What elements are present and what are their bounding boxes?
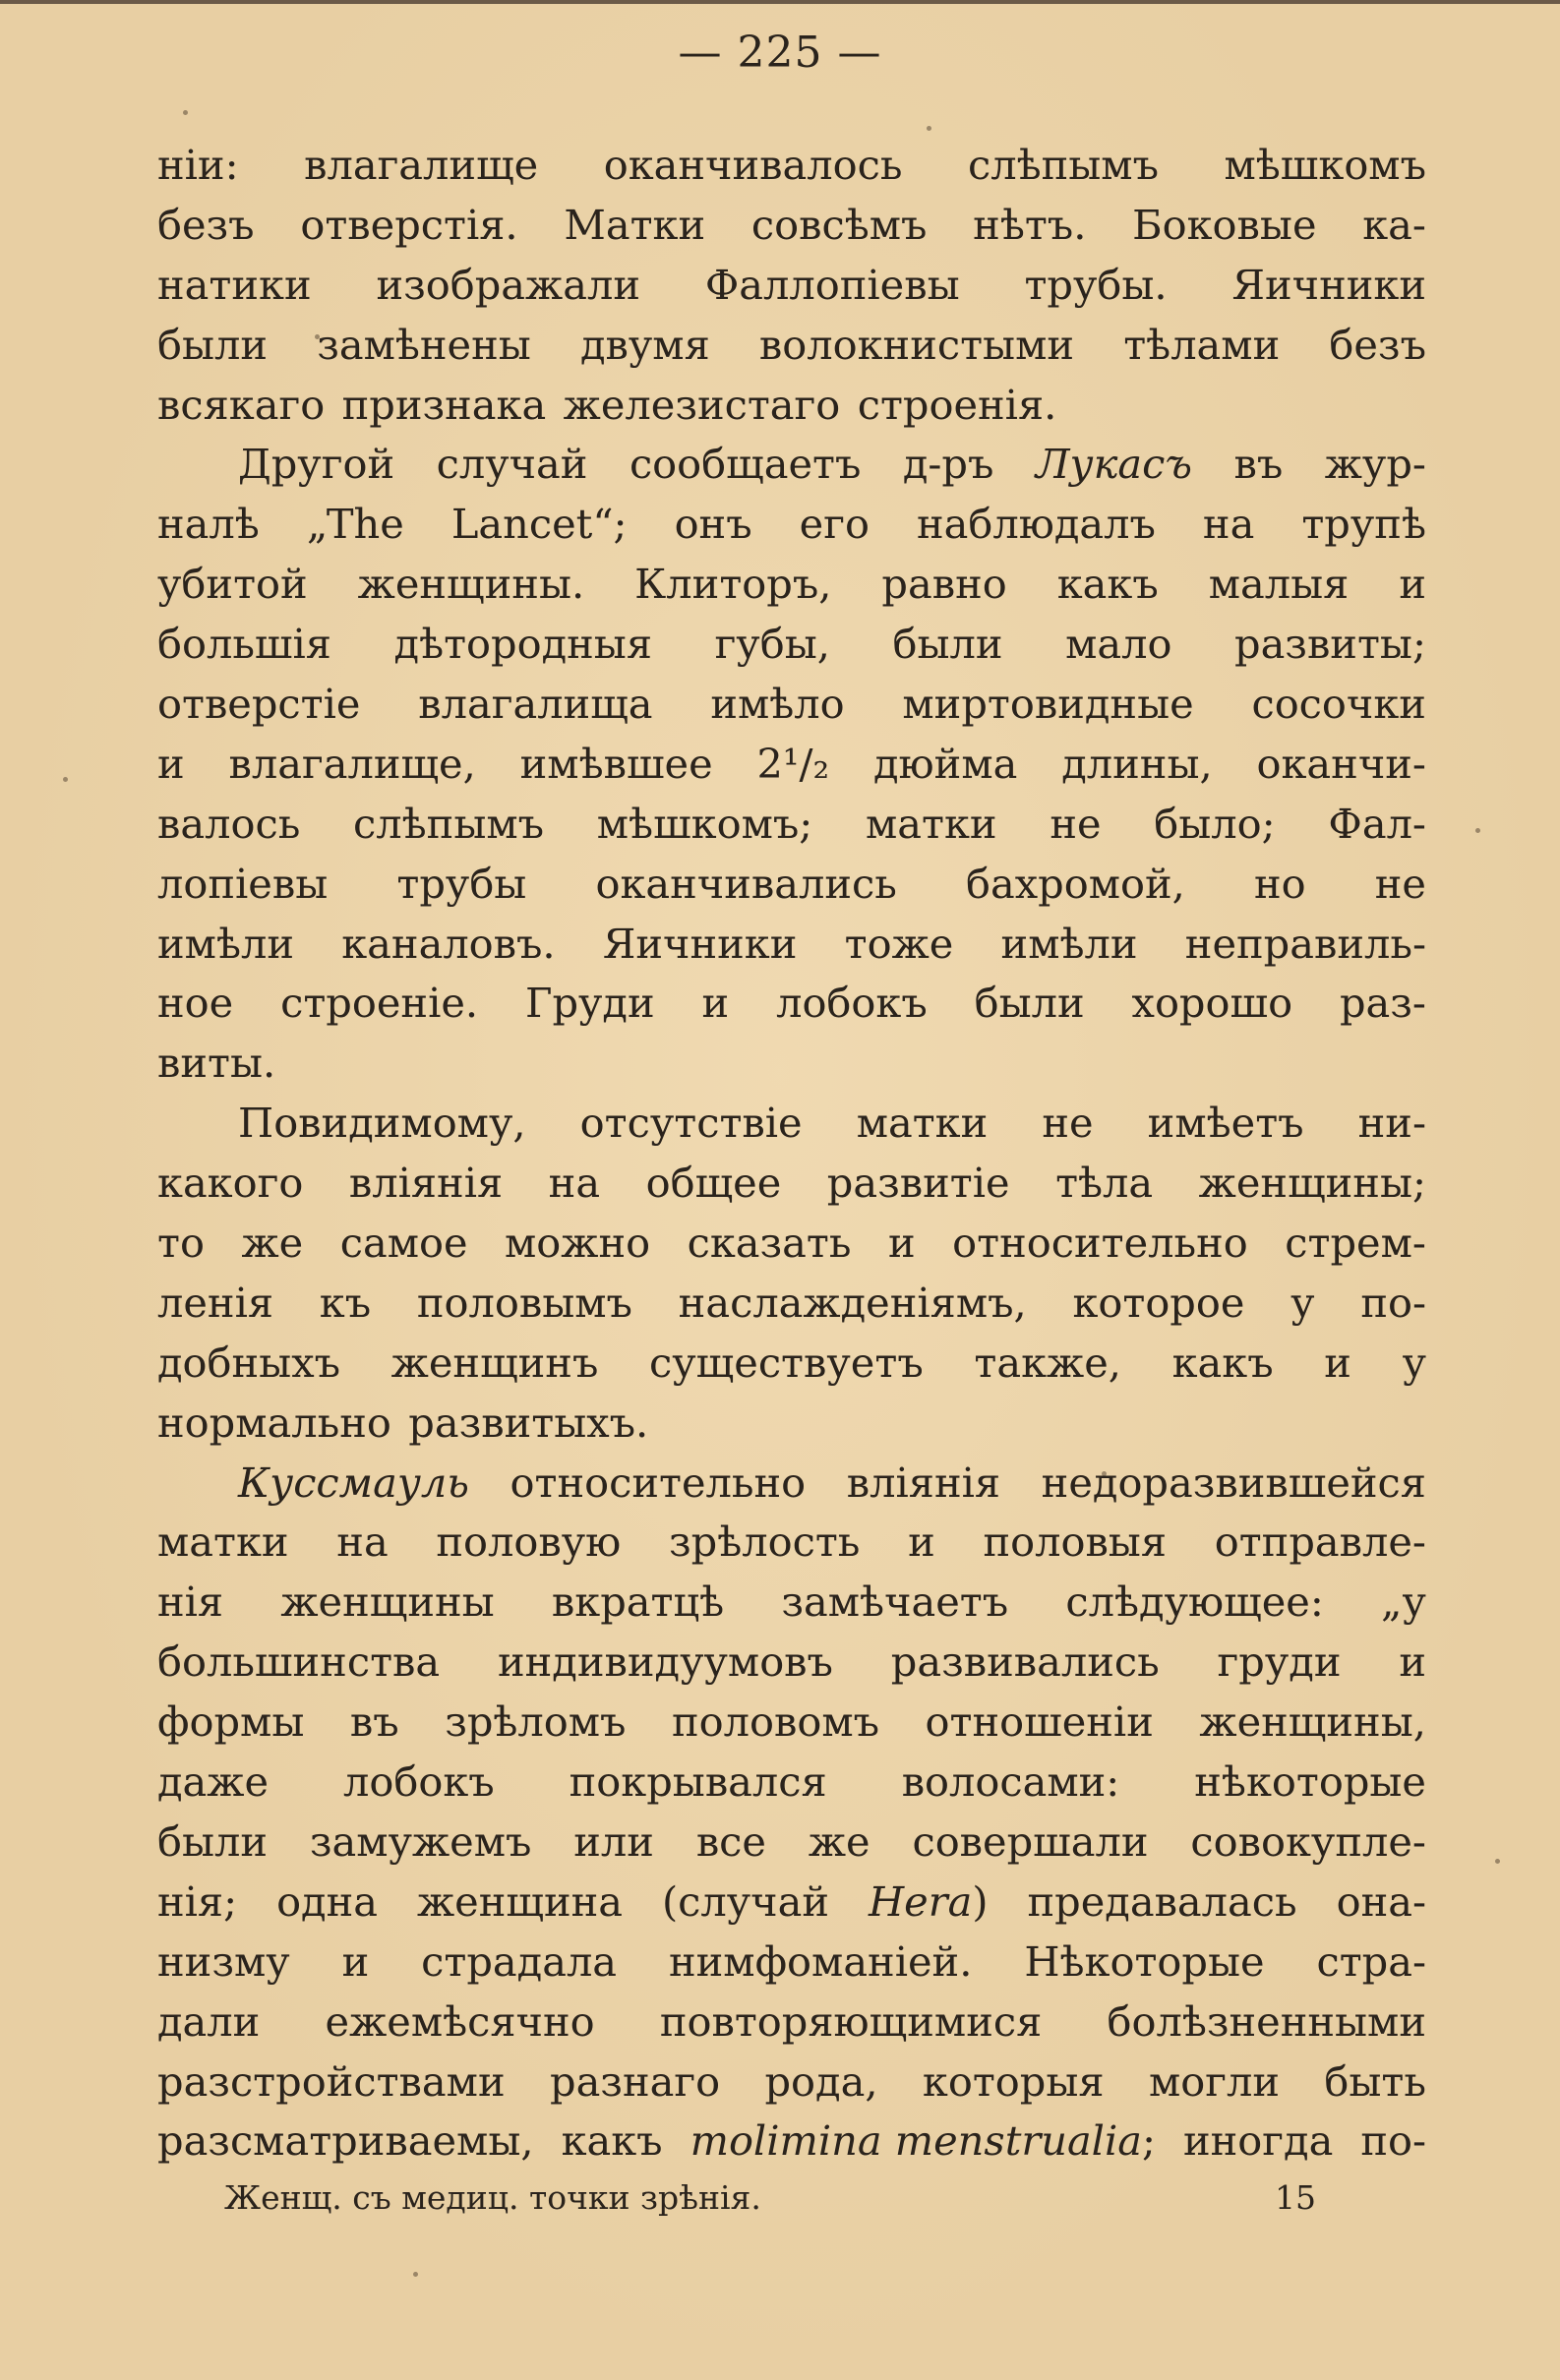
text-line: Повидимому, отсутствіе матки не имѣетъ ни-	[238, 1099, 1426, 1148]
text-line: были замужемъ или все же совершали совокупле-	[157, 1816, 1426, 1866]
text-line: матки на половую зрѣлость и половыя отправле-	[157, 1517, 1426, 1567]
text-line: виты.	[157, 1039, 276, 1088]
footer-signature: Женщ. съ медиц. точки зрѣнія.	[224, 2178, 761, 2217]
paragraph	[157, 1094, 1426, 1453]
text-line: даже лобокъ покрывался волосами: нѣкоторые	[157, 1757, 1426, 1807]
text-line: низму и страдала нимфоманіей. Нѣкоторые стра-	[157, 1936, 1426, 1986]
text-line: большія дѣтородныя губы, были мало развиты;	[157, 620, 1426, 669]
paper-speck	[63, 777, 68, 782]
text-line: отверстіе влагалища имѣло миртовидные сосочки	[157, 680, 1426, 729]
paper-speck	[413, 2272, 418, 2277]
text-line: лопіевы трубы оканчивались бахромой, но не	[157, 859, 1426, 908]
text-line: то же самое можно сказать и относительно стрем-	[157, 1219, 1426, 1268]
text-line: валось слѣпымъ мѣшкомъ; матки не было; Фал-	[157, 799, 1426, 848]
text-line: были замѣнены двумя волокнистыми тѣлами безъ	[157, 320, 1426, 369]
text-line: ніи: влагалище оканчивалось слѣпымъ мѣшкомъ	[157, 141, 1426, 189]
page-number: — 225 —	[678, 28, 882, 78]
paper-speck	[1495, 1859, 1500, 1864]
paper-speck	[315, 334, 320, 339]
text-line: нія; одна женщина (случай Неra) предавалась она-	[157, 1876, 1426, 1926]
text-line: нія женщины вкратцѣ замѣчаетъ слѣдующее: „у	[157, 1577, 1426, 1627]
text-line: разсматриваемы, какъ molimina menstrualia; иногда по-	[157, 2116, 1426, 2166]
text-line: формы въ зрѣломъ половомъ отношеніи женщины,	[157, 1697, 1426, 1747]
text-line: ное строеніе. Груди и лобокъ были хорошо раз-	[157, 979, 1426, 1028]
text-line: добныхъ женщинъ существуетъ также, какъ и у	[157, 1338, 1426, 1387]
paper-speck	[1102, 1471, 1107, 1476]
text-line: налѣ „The Lancet“; онъ его наблюдалъ на трупѣ	[157, 500, 1426, 549]
text-line: и влагалище, имѣвшее 2¹/₂ дюйма длины, оканчи-	[157, 739, 1426, 788]
paragraph	[157, 136, 1426, 435]
text-line: натики изображали Фаллопіевы трубы. Яичники	[157, 260, 1426, 309]
text-line: какого вліянія на общее развитіе тѣла женщины;	[157, 1159, 1426, 1208]
body-text	[157, 136, 1426, 2172]
top-border-line	[0, 0, 1560, 4]
paragraph	[157, 1454, 1426, 2172]
text-line: безъ отверстія. Матки совсѣмъ нѣтъ. Боковые ка-	[157, 200, 1426, 249]
paper-speck	[1475, 828, 1480, 833]
text-line: всякаго признака железистаго строенія.	[157, 380, 1057, 429]
text-line: ленія къ половымъ наслажденіямъ, которое у по-	[157, 1278, 1426, 1327]
paragraph	[157, 435, 1426, 1094]
text-line: нормально развитыхъ.	[157, 1398, 649, 1447]
text-line: разстройствами разнаго рода, которыя могли быть	[157, 2056, 1426, 2106]
text-line: дали ежемѣсячно повторяющимися болѣзненными	[157, 1996, 1426, 2046]
text-line: большинства индивидуумовъ развивались груди и	[157, 1637, 1426, 1687]
paper-speck	[927, 126, 931, 131]
footer-sheet-number: 15	[1275, 2178, 1316, 2217]
text-line: имѣли каналовъ. Яичники тоже имѣли неправиль-	[157, 919, 1426, 968]
text-line: Другой случай сообщаетъ д-ръ Лукасъ въ жур-	[238, 440, 1426, 489]
page-footer	[224, 2178, 1316, 2217]
text-line: убитой женщины. Клиторъ, равно какъ малыя и	[157, 560, 1426, 609]
paper-speck	[183, 110, 188, 115]
text-line: Куссмауль относительно вліянія недоразвившейся	[238, 1458, 1426, 1507]
